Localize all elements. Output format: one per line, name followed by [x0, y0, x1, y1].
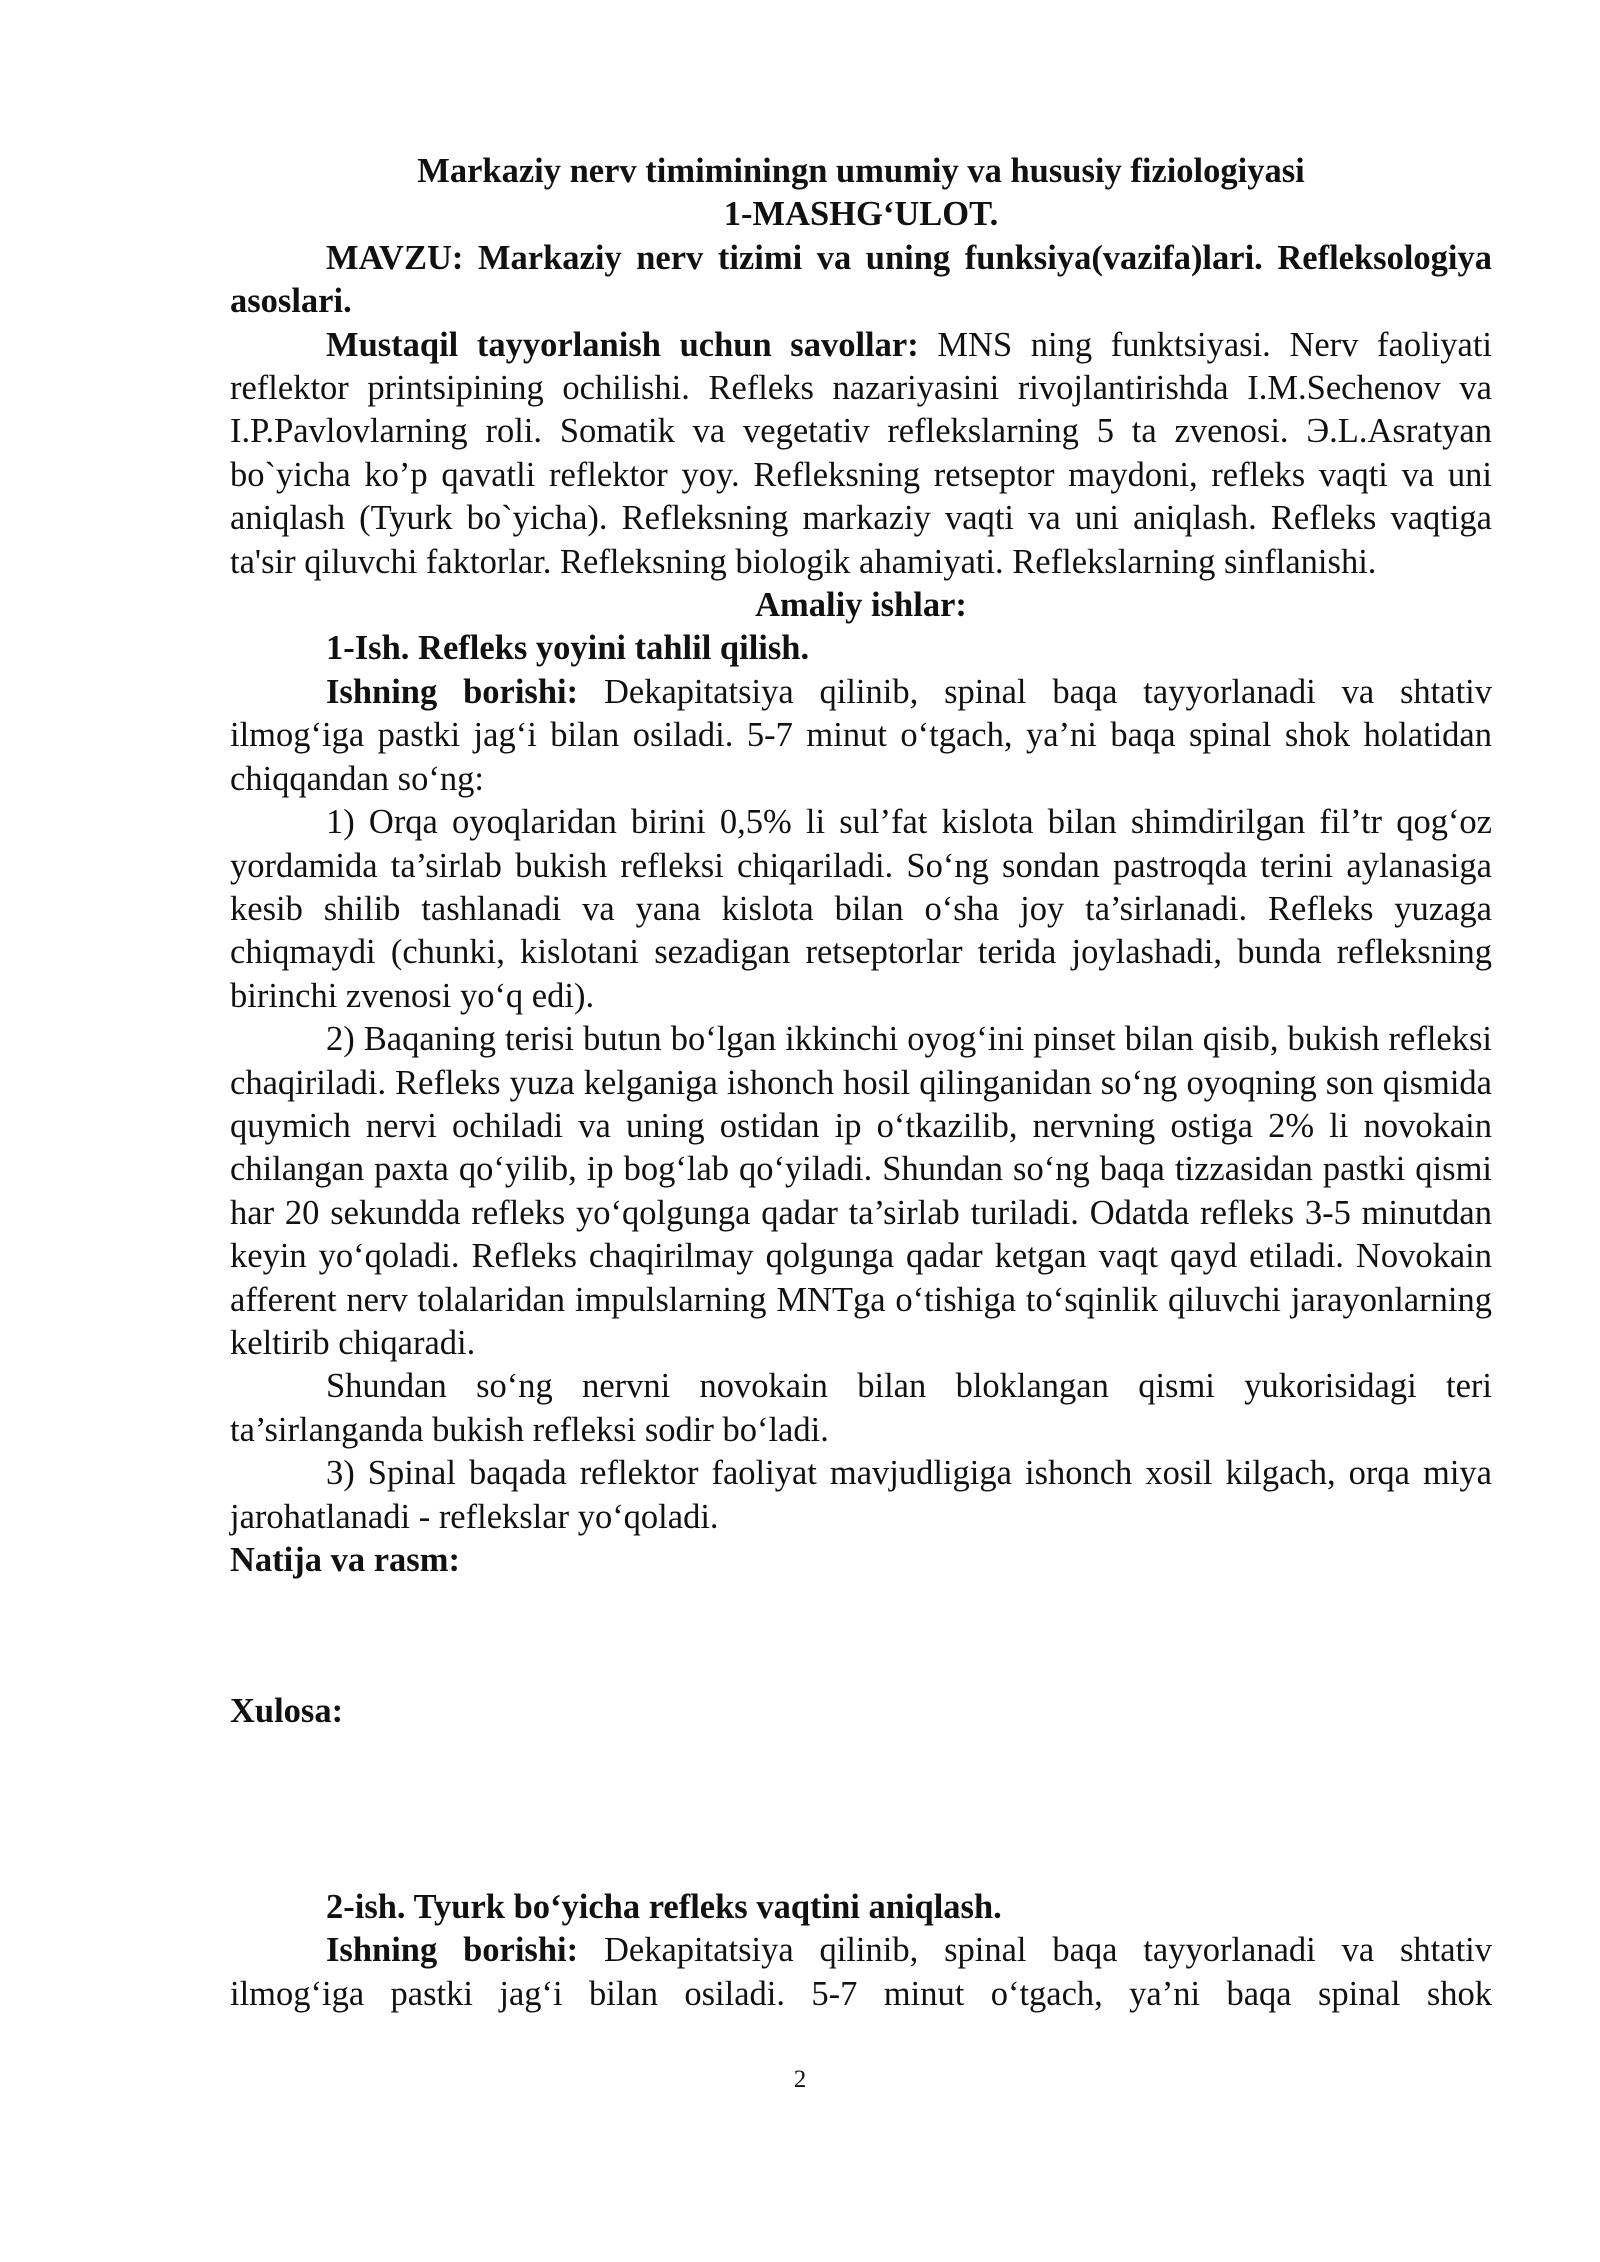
questions-paragraph: [230, 324, 1492, 584]
work2-title: 2-ish. Tyurk bo‘yicha refleks vaqtini aniqlash.: [326, 1887, 1002, 1926]
work2-procedure-paragraph: [230, 1929, 1492, 2016]
document-page: [230, 150, 1492, 2016]
work1-title: 1-Ish. Refleks yoyini tahlil qilish.: [326, 629, 810, 668]
step-2: 2) Baqaning terisi butun bo‘lgan ikkinchi oyog‘ini pinset bilan qisib, bukish refleksi chaqiriladi. Refleks yuza kelganiga ishonch hosil qilinganidan so‘ng oyoqning son qismida quymich nervi ochiladi va uning ostidan ip o‘tkazilib, nervning ostiga 2% li novokain chilangan paxta qo‘yilib, ip bog‘lab qo‘yiladi. Shundan so‘ng baqa tizzasidan pastki qismi har 20 sekundda refleks yo‘qolgunga qadar ta’sirlab turiladi. Odatda refleks 3-5 minutdan keyin yo‘qoladi. Refleks chaqirilmay qolgunga qadar ketgan vaqt qayd etiladi. Novokain afferent nerv tolalaridan impulslarning MNTga o‘tishiga to‘sqinlik qiluvchi jarayonlarning keltirib chiqaradi.: [230, 1020, 1492, 1362]
conclusion-label: Xulosa:: [230, 1692, 344, 1731]
practical-heading: Amaliy ishlar:: [755, 586, 967, 625]
procedure-label-2: Ishning borishi:: [326, 1931, 579, 1970]
conclusion-blank-space: [230, 1734, 1492, 1886]
procedure-label: Ishning borishi:: [326, 672, 579, 711]
work1-procedure-paragraph: [230, 671, 1492, 801]
questions-label: Mustaqil tayyorlanish uchun savollar:: [326, 325, 919, 364]
questions-text: MNS ning funktsiyasi. Nerv faoliyati reflektor printsipining ochilishi. Refleks nazariyasini rivojlantirishda I.M.Sechenov va I.P.Pavlovlarning roli. Somatik va vegetativ reflekslarning 5 ta zvenosi. Э.L.Asratyan bo`yicha ko’p qavatli reflektor yoy. Refleksning retseptor maydoni, refleks vaqti va uni aniqlash (Tyurk bo`yicha). Refleksning markaziy vaqti va uni aniqlash. Refleks vaqtiga ta'sir qiluvchi faktorlar. Refleksning biologik ahamiyati. Reflekslarning sinflanishi.: [230, 325, 1493, 581]
step-1: 1) Orqa oyoqlaridan birini 0,5% li sul’fat kislota bilan shimdirilgan fil’tr qog‘oz yordamida ta’sirlab bukish refleksi chiqariladi. So‘ng sondan pastroqda terini aylanasiga kesib shilib tashlanadi va yana kislota bilan o‘sha joy ta’sirlanadi. Refleks yuzaga chiqmaydi (chunki, kislotani sezadigan retseptorlar terida joylashadi, bunda refleksning birinchi zvenosi yo‘q edi).: [230, 803, 1492, 1015]
page-number: 2: [793, 2066, 807, 2093]
session-number: 1-MASHG‘ULOT.: [723, 195, 999, 234]
work2-procedure-text: Dekapitatsiya qilinib, spinal baqa tayyorlanadi va shtativ ilmog‘iga pastki jag‘i bilan osiladi. 5-7 minut o‘tgach, ya’ni baqa spinal shok: [230, 1931, 1492, 2013]
document-title: Markaziy nerv timiminingn umumiy va hususiy fiziologiyasi: [417, 152, 1305, 190]
step-2-continuation: Shundan so‘ng nervni novokain bilan bloklangan qismi yukorisidagi teri ta’sirlanganda bukish refleksi sodir bo‘ladi.: [230, 1367, 1492, 1449]
topic-text: Markaziy nerv tizimi va uning funksiya(vazifa)lari. Refleksologiya asoslari.: [230, 238, 1493, 321]
topic-label: MAVZU:: [326, 238, 464, 277]
result-blank-space: [230, 1582, 1492, 1690]
topic-paragraph: [230, 237, 1492, 324]
result-label: Natija va rasm:: [230, 1541, 460, 1579]
work1-procedure-text: Dekapitatsiya qilinib, spinal baqa tayyorlanadi va shtativ ilmog‘iga pastki jag‘i bilan osiladi. 5-7 minut o‘tgach, ya’ni baqa spinal shok holatidan chiqqandan so‘ng:: [230, 672, 1492, 798]
step-3: 3) Spinal baqada reflektor faoliyat mavjudligiga ishonch xosil kilgach, orqa miya jarohatlanadi - reflekslar yo‘qoladi.: [230, 1454, 1492, 1536]
